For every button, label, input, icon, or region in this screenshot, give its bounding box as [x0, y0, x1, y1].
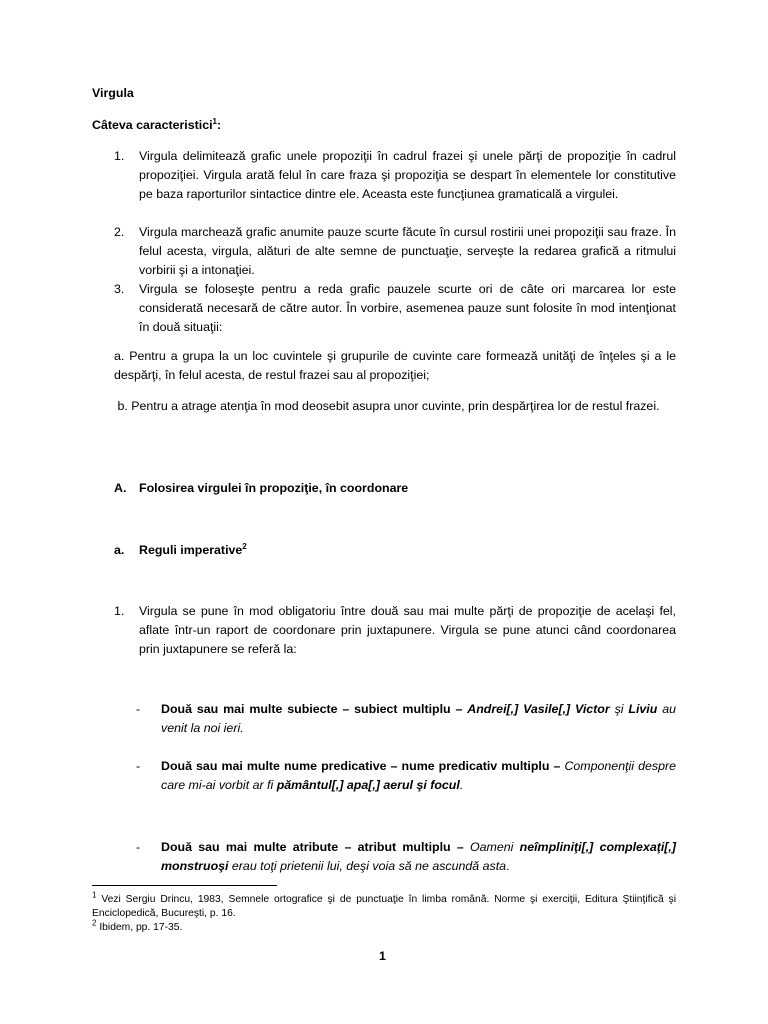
list-number: 1. [114, 149, 125, 163]
rule-number: 1. [114, 604, 125, 618]
list-number: 3. [114, 282, 125, 296]
page-number: 1 [379, 949, 386, 963]
list-item: Virgula se foloseşte pentru a reda grafic pauzele scurte ori de câte ori marcarea lor este considerată necesară de către autor. În vorbire, asemenea pauze sunt folosite în mod intenţionat în două situaţii: [139, 282, 676, 334]
heading-a-marker: A. [114, 481, 127, 495]
bullet-item: Două sau mai multe nume predicative – nume predicativ multiplu – Componenţii despre care mi-ai vorbit ar fi pământul[,] apa[,] aerul şi focul. [161, 759, 676, 792]
situation-a-paragraph: a. Pentru a grupa la un loc cuvintele şi grupurile de cuvinte care formează unităţi de înţeles şi a le despărţi, în felul acesta, de restul frazei sau al propoziţiei; [114, 349, 676, 382]
bullet-dash: - [136, 759, 141, 773]
bullet-dash: - [136, 840, 141, 854]
footnote-ref-2[interactable]: 2 [242, 541, 247, 551]
rule-paragraph: Virgula se pune în mod obligatoriu între două sau mai multe părţi de propoziţie de acelaşi fel, aflate într-un raport de coordonare prin juxtapunere. Virgula se pune atunci când coordonarea prin juxtapunere se referă la: [139, 604, 676, 656]
footnote-ref-1[interactable]: 1 [212, 116, 217, 126]
list-item: Virgula delimitează grafic unele propoziţii în cadrul frazei şi unele părţi de propoziţie în cadrul propoziţiei. Virgula arată felul în care fraza şi propoziţia se despart în elementele lor constitutive pe baza raporturilor sintactice dintre ele. Aceasta este funcţiunea gramaticală a virgulei. [139, 149, 676, 201]
document-title: Virgula [92, 86, 134, 100]
situation-b-paragraph: b. Pentru a atrage atenţia în mod deosebit asupra unor cuvinte, prin despărţirea lor de restul frazei. [114, 399, 660, 413]
footnote-2: $^2$ Ibidem, pp. 17-35. [92, 918, 183, 933]
footnote-separator [92, 885, 277, 886]
section-heading: Folosirea virgulei în propoziţie, în coordonare [139, 481, 409, 495]
list-number: 2. [114, 225, 125, 239]
heading-small-a-marker: a. [114, 543, 125, 557]
list-item: Virgula marchează grafic anumite pauze scurte făcute în cursul rostirii unei propoziţii sau fraze. În felul acesta, virgula, alături de alte semne de punctuaţie, serveşte la redarea grafică a ritmului vorbirii şi a intonaţiei. [139, 225, 676, 277]
section-subtitle: Câteva caracteristici$^1$: [92, 116, 222, 132]
subsection-heading: Reguli imperative$^2$ [139, 541, 247, 557]
bullet-dash: - [136, 702, 141, 716]
bullet-item: Două sau mai multe atribute – atribut multiplu – Oameni neîmpliniţi[,] complexaţi[,] monstruoşi erau toţi prietenii lui, deşi voia să ne ascundă asta. [161, 840, 676, 873]
footnote-1: $^1$ Vezi Sergiu Drincu, 1983, Semnele ortografice şi de punctuaţie în limba română. Norme şi exerciţii, Editura Ştiinţifică şi Enciclopedică, Bucureşti, p. 16. [92, 890, 676, 919]
bullet-item: Două sau mai multe subiecte – subiect multiplu – Andrei[,] Vasile[,] Victor şi Liviu au venit la noi ieri. [161, 702, 676, 735]
